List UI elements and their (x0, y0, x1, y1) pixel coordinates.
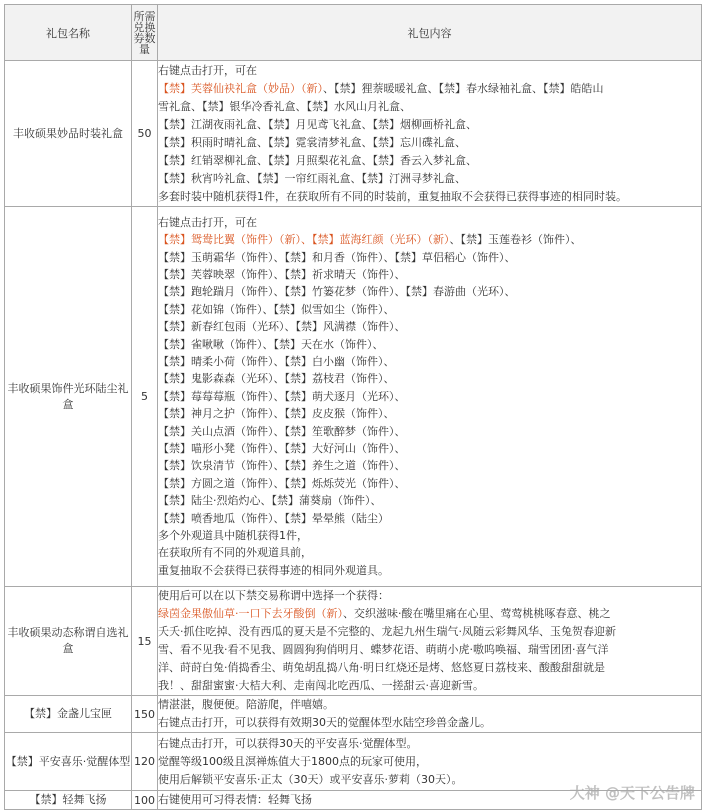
content-text: 【禁】花如锦（饰件）、【禁】似雪如尘（饰件）、 (158, 302, 395, 316)
content-line (158, 170, 701, 188)
gift-name: 丰收硕果妙品时装礼盒 (5, 61, 132, 207)
content-line (158, 266, 701, 283)
content-text: 雪、看不见我·看不见我、圆圆狗狗俏明月、蝶梦花语、萌萌小虎·嗷呜唤福、瑞雪团团·喜气洋 (158, 643, 609, 656)
content-line (158, 605, 701, 623)
content-line (158, 249, 701, 266)
content-text: 、【禁】玉莲卷衫（饰件）、 (449, 233, 582, 247)
content-text: 右键点击打开，可以获得30天的平安喜乐·觉醒体型。 (158, 736, 418, 750)
gift-name: 【禁】金盏儿宝匣 (5, 696, 132, 733)
content-line (158, 714, 701, 732)
content-text: 【禁】喵形小凳（饰件）、【禁】大好河山（饰件）、 (158, 442, 406, 456)
content-text: 情湛湛，腹便便。陪游爬，伴嘻嬉。 (158, 698, 334, 711)
content-text: 【禁】跑轮踹月（饰件）、【禁】竹篓花梦（饰件）、【禁】春游曲（光环）、 (158, 285, 516, 299)
content-text: 【禁】玉萌霜华（饰件）、【禁】和月香（饰件）、【禁】草侣稻心（饰件）、 (158, 250, 516, 264)
content-line (158, 80, 701, 98)
content-line (158, 457, 701, 474)
new-item-highlight: 【禁】芙蓉仙袂礼盒（妙品）（新） (158, 81, 323, 95)
content-text: 【禁】新春红包雨（光环）、【禁】风满襟（饰件）、 (158, 320, 406, 334)
content-line (158, 492, 701, 509)
content-line (158, 587, 701, 605)
gift-qty: 100 (132, 791, 158, 810)
content-text: 多个外观道具中随机获得1件， (158, 529, 308, 543)
content-line (158, 336, 701, 353)
content-text: 【禁】神月之护（饰件）、【禁】皮皮猴（饰件）、 (158, 407, 395, 421)
content-line (158, 283, 701, 300)
content-text: 使用后解锁平安喜乐·正太（30天）或平安喜乐·萝莉（30天）。 (158, 772, 463, 786)
content-line (158, 152, 701, 170)
content-text: 夭夭·抓住吃掉、没有西瓜的夏天是不完整的、龙起九州生瑞气·凤随云彩舞风华、玉兔贺春迎新 (158, 625, 616, 638)
header-qty: 所需兑换券数量 (132, 5, 158, 61)
gift-qty: 150 (132, 696, 158, 733)
content-line (158, 696, 701, 714)
gift-qty: 15 (132, 587, 158, 696)
content-line (158, 353, 701, 370)
content-line (158, 423, 701, 440)
gift-name: 【禁】轻舞飞扬 (5, 791, 132, 810)
content-line (158, 188, 701, 206)
content-text: 多套时装中随机获得1件，在获取所有不同的时装前，重复抽取不会获得已获得事迹的相同时装。 (158, 189, 627, 203)
content-text: 【禁】晴柔小荷（饰件）、【禁】白小幽（饰件）、 (158, 354, 395, 368)
content-line (158, 231, 701, 248)
content-line (158, 641, 701, 659)
content-line (158, 318, 701, 335)
header-row (5, 5, 702, 61)
content-text: 在获取所有不同的外观道具前， (158, 546, 312, 560)
content-line (158, 562, 701, 579)
gift-row (5, 61, 702, 207)
content-line (158, 370, 701, 387)
content-line (158, 753, 701, 771)
content-text: 【禁】陆尘·烈焰灼心、【禁】蒲葵扇（饰件）、 (158, 494, 382, 508)
watermark: 大神 @天下公告牌 (569, 784, 695, 802)
content-line (158, 388, 701, 405)
gift-content (158, 696, 702, 733)
content-line (158, 475, 701, 492)
content-text: 雪礼盒、【禁】银华冷香礼盒、【禁】水风山月礼盒、 (158, 99, 411, 113)
new-item-highlight: 【禁】鸳鸯比翼（饰件）（新）、【禁】蓝海红颜（光环）（新） (158, 233, 450, 247)
content-text: 【禁】江湖夜雨礼盒、【禁】月见鸢飞礼盒、【禁】烟柳画桥礼盒、 (158, 117, 477, 131)
content-text: 【禁】鬼影森森（光环）、【禁】荔枝君（饰件）、 (158, 372, 395, 386)
content-text: 重复抽取不会获得已获得事迹的相同外观道具。 (158, 563, 389, 577)
content-line (158, 301, 701, 318)
content-text: 【禁】芙蓉映翠（饰件）、【禁】祈求晴天（饰件）、 (158, 267, 406, 281)
content-text: 【禁】关山点酒（饰件）、【禁】笙歌醉梦（饰件）、 (158, 424, 406, 438)
new-item-highlight: 绿茵金果傲仙草·一口下去牙酸倒（新） (158, 607, 343, 620)
content-text: 右键使用可习得表情：轻舞飞扬 (158, 793, 312, 806)
gift-row (5, 587, 702, 696)
content-text: 右键点击打开，可在 (158, 215, 257, 229)
content-text: 【禁】雀啾啾（饰件）、【禁】天在水（饰件）、 (158, 337, 384, 351)
gift-name: 丰收硕果饰件光环陆尘礼盒 (5, 207, 132, 587)
content-text: 【禁】红销翠柳礼盒、【禁】月照梨花礼盒、【禁】香云入梦礼盒、 (158, 153, 477, 167)
content-line (158, 440, 701, 457)
content-text: 我！、甜甜蜜蜜·大桔大利、走南闯北吃西瓜、一搓甜云·喜迎新雪。 (158, 679, 484, 692)
gift-content (158, 207, 702, 587)
gift-table (4, 4, 702, 810)
gift-qty: 120 (132, 733, 158, 791)
content-text: 【禁】积雨时晴礼盒、【禁】霓裳清梦礼盒、【禁】忘川碟礼盒、 (158, 135, 466, 149)
content-text: 【禁】喷香地瓜（饰件）、【禁】晕晕熊（陆尘） (158, 511, 389, 525)
content-text: 右键点击打开，可在 (158, 63, 257, 77)
content-line (158, 62, 701, 80)
content-text: 【禁】饮泉清节（饰件）、【禁】养生之道（饰件）、 (158, 459, 406, 473)
content-line (158, 405, 701, 422)
content-line (158, 527, 701, 544)
content-text: 觉醒等级100级且溟禅炼值大于1800点的玩家可使用， (158, 754, 427, 768)
content-text: 、交织滋味·酸在嘴里痛在心里、莺莺桃桃啄春意、桃之 (343, 607, 611, 620)
content-line (158, 116, 701, 134)
gift-name: 【禁】平安喜乐·觉醒体型 (5, 733, 132, 791)
content-line (158, 510, 701, 527)
content-line (158, 98, 701, 116)
content-line (158, 623, 701, 641)
content-text: 【禁】方圆之道（饰件）、【禁】烁烁荧光（饰件）、 (158, 476, 406, 490)
gift-qty: 50 (132, 61, 158, 207)
content-text: 【禁】莓莓莓瓶（饰件）、【禁】萌犬逐月（光环）、 (158, 389, 406, 403)
content-line (158, 544, 701, 561)
content-text: 洋、莳莳白兔·俏捣香尘、萌兔胡乱捣八角·明日红烧还是烤、悠悠夏日荔枝来、酸酸甜甜就是 (158, 661, 605, 674)
content-line (158, 214, 701, 231)
gift-content (158, 587, 702, 696)
content-line (158, 677, 701, 695)
gift-content (158, 61, 702, 207)
content-text: 、【禁】狸萘暖暖礼盒、【禁】春水绿袖礼盒、【禁】皓皓山 (323, 81, 604, 95)
gift-row (5, 696, 702, 733)
gift-row (5, 207, 702, 587)
content-line (158, 134, 701, 152)
content-line (158, 735, 701, 753)
content-line (158, 659, 701, 677)
gift-name: 丰收硕果动态称谓自选礼盒 (5, 587, 132, 696)
content-text: 【禁】秋宵吟礼盒、【禁】一帘红雨礼盒、【禁】汀洲寻梦礼盒、 (158, 171, 466, 185)
header-name: 礼包名称 (5, 5, 132, 61)
content-text: 右键点击打开，可以获得有效期30天的觉醒体型水陆空珍兽金盏儿。 (158, 716, 491, 729)
header-content: 礼包内容 (158, 5, 702, 61)
content-text: 使用后可以在以下禁交易称谓中选择一个获得： (158, 589, 389, 602)
gift-qty: 5 (132, 207, 158, 587)
